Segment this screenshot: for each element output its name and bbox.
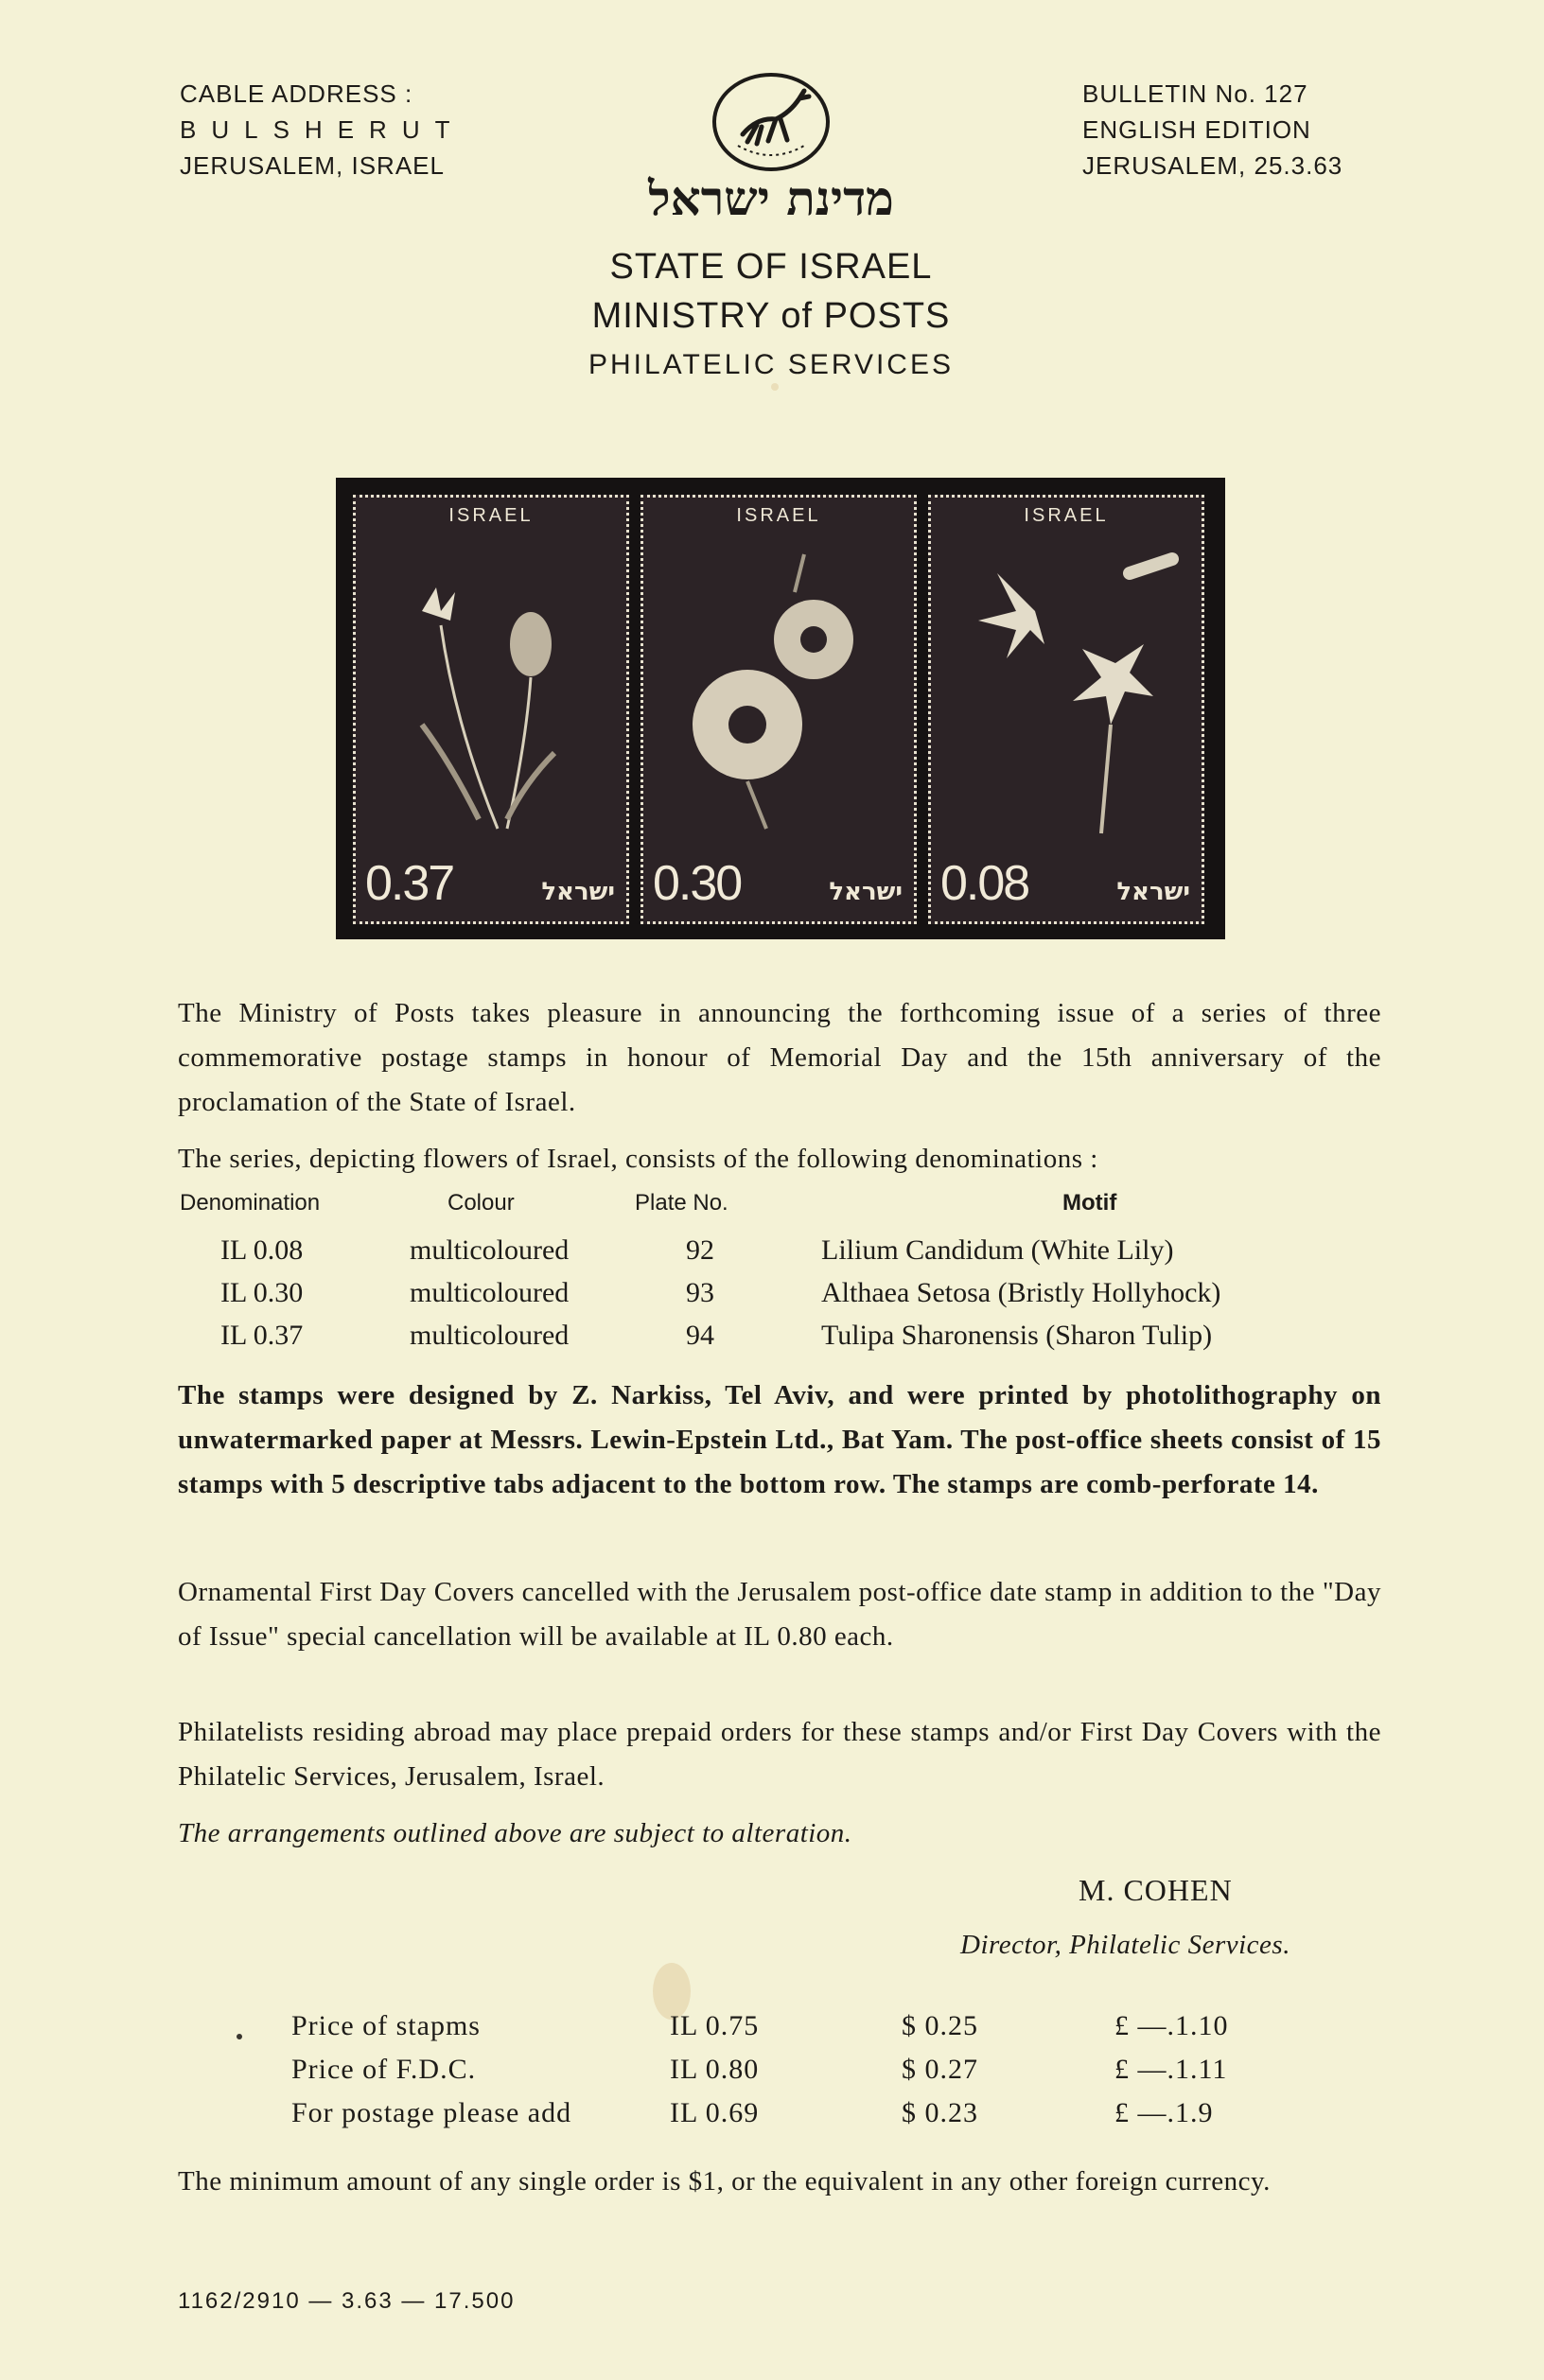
signatory-name: M. COHEN [1079,1873,1233,1907]
design-printing-paragraph: The stamps were designed by Z. Narkiss, Tel Aviv, and were printed by photolithography on unwatermarked paper at Messrs. Lewin-Epstein Ltd., Bat Yam. The post-office sheets consist of 15 stamps with 5 descriptive tabs adjacent to the bottom row. The stamps are comb-perforate 14. [178,1380,1381,1499]
cell-motif: Tulipa Sharonensis (Sharon Tulip) [821,1320,1213,1351]
service-title: PHILATELIC SERVICES [588,349,954,380]
table-row [178,1277,1381,1320]
minimum-order-paragraph: The minimum amount of any single order is $1, or the equivalent in any other foreign currency. [178,2166,1271,2196]
price-usd: $ 0.23 [902,2097,978,2128]
stamp-country: ISRAEL [1024,505,1109,526]
cable-address-label: CABLE ADDRESS : [180,79,413,108]
stamp-hebrew-country: ישראל [829,878,903,906]
series-intro-paragraph: The series, depicting flowers of Israel, consists of the following denominations : [178,1144,1098,1174]
cell-colour: multicoloured [410,1234,570,1266]
alteration-notice: The arrangements outlined above are subject to alteration. [178,1818,852,1848]
stamp-country: ISRAEL [736,505,821,526]
cell-colour: multicoloured [410,1277,570,1308]
header-motif: Motif [1062,1190,1117,1216]
bulletin-edition: ENGLISH EDITION [1082,115,1311,144]
cell-plate: 94 [686,1320,714,1351]
orders-paragraph: Philatelists residing abroad may place prepaid orders for these stamps and/or First Day Covers with the Philatelic Services, Jerusalem, Israel. [178,1717,1381,1792]
stamp-lily [928,495,1204,924]
table-row [178,1320,1381,1362]
state-title: STATE OF ISRAEL [609,247,933,287]
cable-address-city: JERUSALEM, ISRAEL [180,151,445,180]
cell-colour: multicoloured [410,1320,570,1351]
stamp-tulip [353,495,629,924]
denomination-table [178,1234,1381,1362]
price-il: IL 0.69 [670,2097,760,2128]
price-row [291,2097,1332,2141]
cell-plate: 92 [686,1234,714,1266]
header-plate-no: Plate No. [635,1190,728,1216]
stamp-strip-image [336,478,1225,939]
cell-denomination: IL 0.08 [220,1234,304,1266]
price-row [291,2054,1332,2097]
first-day-covers-paragraph: Ornamental First Day Covers cancelled with the Jerusalem post-office date stamp in addition to the "Day of Issue" special cancellation will be available at IL 0.80 each. [178,1577,1381,1652]
bulletin-number: BULLETIN No. 127 [1082,79,1308,108]
price-label: Price of stapms [291,2010,481,2041]
price-il: IL 0.80 [670,2054,760,2085]
header-colour: Colour [447,1190,515,1216]
signatory-title: Director, Philatelic Services. [960,1930,1290,1960]
price-gbp: £ —.1.10 [1114,2010,1229,2041]
price-usd: $ 0.27 [902,2054,978,2085]
bulletin-date: JERUSALEM, 25.3.63 [1082,151,1343,180]
price-label: Price of F.D.C. [291,2054,477,2085]
hollyhock-flower-icon [653,535,904,838]
bulletin-info-block [1082,76,1342,184]
announcement-paragraph: The Ministry of Posts takes pleasure in announcing the forthcoming issue of a series of three commemorative postage stamps in honour of Memorial Day and the 15th anniversary of the proclamation of the State of Israel. [178,998,1381,1117]
print-code-footer: 1162/2910 — 3.63 — 17.500 [178,2288,516,2314]
price-label: For postage please add [291,2097,572,2128]
stamp-hebrew-country: ישראל [1116,878,1190,906]
price-row [291,2010,1332,2054]
price-il: IL 0.75 [670,2010,760,2041]
hebrew-state-title: מדינת ישראל [648,170,894,226]
issuer-block [530,242,1012,390]
bullet-dot [237,2034,242,2039]
stamp-hollyhock [640,495,917,924]
stamp-country: ISRAEL [448,505,534,526]
cell-plate: 93 [686,1277,714,1308]
cable-address-name: BULSHERUT [180,115,465,144]
price-table [291,2010,1332,2141]
cell-denomination: IL 0.37 [220,1320,304,1351]
cell-motif: Althaea Setosa (Bristly Hollyhock) [821,1277,1221,1308]
table-row [178,1234,1381,1277]
cell-motif: Lilium Candidum (White Lily) [821,1234,1174,1266]
stamp-value: 0.08 [940,856,1029,911]
tulip-flower-icon [365,535,617,838]
price-usd: $ 0.25 [902,2010,978,2041]
denomination-table-header [178,1190,1381,1228]
price-gbp: £ —.1.9 [1114,2097,1214,2128]
postal-deer-emblem-icon [710,70,833,174]
cable-address-block [180,76,465,184]
lily-flower-icon [940,535,1192,838]
stamp-value: 0.37 [365,856,454,911]
stamp-value: 0.30 [653,856,742,911]
header-denomination: Denomination [180,1190,321,1216]
ministry-title: MINISTRY of POSTS [591,296,951,336]
price-gbp: £ —.1.11 [1114,2054,1228,2085]
stamp-hebrew-country: ישראל [541,878,615,906]
cell-denomination: IL 0.30 [220,1277,304,1308]
